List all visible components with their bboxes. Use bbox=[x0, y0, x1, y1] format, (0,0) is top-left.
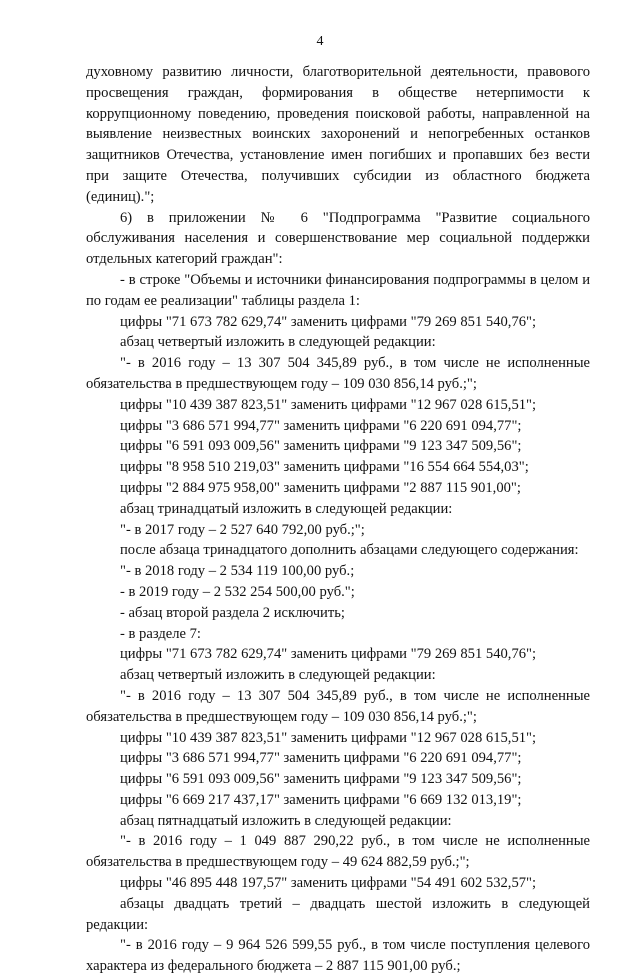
paragraph-replace-figures: цифры "6 591 093 009,56" заменить цифрами "9 123 347 509,56"; bbox=[120, 771, 522, 788]
paragraph-replace-figures: цифры "3 686 571 994,77" заменить цифрами "6 220 691 094,77"; bbox=[120, 417, 522, 434]
paragraph-amendment-text: "- в 2016 году – 1 049 887 290,22 руб., в том числе не исполненные обязательства в предшествующем году – 49 624 882,59 руб.;"; bbox=[86, 833, 590, 871]
paragraph-amendment-text: "- в 2016 году – 13 307 504 345,89 руб., в том числе не исполненные обязательства в предшествующем году – 109 030 856,14 руб.;"; bbox=[86, 687, 590, 725]
paragraph-instruction: абзацы двадцать третий – двадцать шестой изложить в следующей редакции: bbox=[86, 895, 590, 933]
paragraph-replace-figures: цифры "10 439 387 823,51" заменить цифрами "12 967 028 615,51"; bbox=[120, 396, 537, 413]
paragraph-instruction: абзац пятнадцатый изложить в следующей редакции: bbox=[120, 812, 452, 829]
paragraph-replace-figures: цифры "8 958 510 219,03" заменить цифрами "16 554 664 554,03"; bbox=[120, 459, 529, 476]
paragraph-item-6-appendix: 6) в приложении № 6 "Подпрограмма "Развитие социального обслуживания населения и совершенствование мер социальной поддержки отдельных категорий граждан": bbox=[86, 209, 590, 268]
paragraph-amendment-text: "- в 2018 году – 2 534 119 100,00 руб.; bbox=[120, 563, 355, 580]
paragraph-replace-figures: цифры "46 895 448 197,57" заменить цифрами "54 491 602 532,57"; bbox=[120, 875, 537, 892]
paragraph-replace-figures: цифры "3 686 571 994,77" заменить цифрами "6 220 691 094,77"; bbox=[120, 750, 522, 767]
paragraph-instruction: абзац четвертый изложить в следующей редакции: bbox=[120, 667, 436, 684]
paragraph-replace-figures: цифры "71 673 782 629,74" заменить цифрами "79 269 851 540,76"; bbox=[120, 646, 537, 663]
paragraph-replace-figures: цифры "6 591 093 009,56" заменить цифрами "9 123 347 509,56"; bbox=[120, 438, 522, 455]
paragraph-instruction: абзац тринадцатый изложить в следующей редакции: bbox=[120, 500, 453, 517]
page-number: 4 bbox=[316, 34, 324, 49]
paragraph-replace-figures: цифры "10 439 387 823,51" заменить цифрами "12 967 028 615,51"; bbox=[120, 729, 537, 746]
paragraph-instruction: - абзац второй раздела 2 исключить; bbox=[120, 604, 345, 621]
paragraph-replace-figures: цифры "71 673 782 629,74" заменить цифрами "79 269 851 540,76"; bbox=[120, 313, 537, 330]
paragraph-amendment-text: - в 2019 году – 2 532 254 500,00 руб."; bbox=[120, 583, 355, 600]
paragraph-instruction: после абзаца тринадцатого дополнить абзацами следующего содержания: bbox=[120, 542, 579, 559]
paragraph-replace-figures: цифры "2 884 975 958,00" заменить цифрами "2 887 115 901,00"; bbox=[120, 479, 521, 496]
paragraph-replace-figures: цифры "6 669 217 437,17" заменить цифрами "6 669 132 013,19"; bbox=[120, 791, 522, 808]
paragraph-row-volumes: - в строке "Объемы и источники финансирования подпрограммы в целом и по годам ее реализации" таблицы раздела 1: bbox=[86, 271, 590, 309]
paragraph-amendment-text: "- в 2016 году – 13 307 504 345,89 руб., в том числе не исполненные обязательства в предшествующем году – 109 030 856,14 руб.;"; bbox=[86, 355, 590, 392]
paragraph-amendment-text: "- в 2017 году – 2 527 640 792,00 руб.;"; bbox=[120, 521, 365, 538]
paragraph-instruction: абзац четвертый изложить в следующей редакции: bbox=[120, 334, 436, 351]
paragraph-section-7: - в разделе 7: bbox=[120, 625, 201, 642]
paragraph-continuation: духовному развитию личности, благотворительной деятельности, правового просвещения граждан, формирования в обществе нетерпимости к коррупционному поведению, проведения поисковой работы, направленной на выявление неизвестных воинских захоронений и непогребенных останков защитников Отечества, установление имен погибших и пропавших без вести при защите Отечества, получивших субсидии из областного бюджета (единиц)."; bbox=[86, 64, 590, 205]
document-body bbox=[86, 62, 590, 977]
paragraph-amendment-text: "- в 2016 году – 9 964 526 599,55 руб., в том числе поступления целевого характера из федерального бюджета – 2 887 115 901,00 руб.; bbox=[86, 937, 590, 975]
